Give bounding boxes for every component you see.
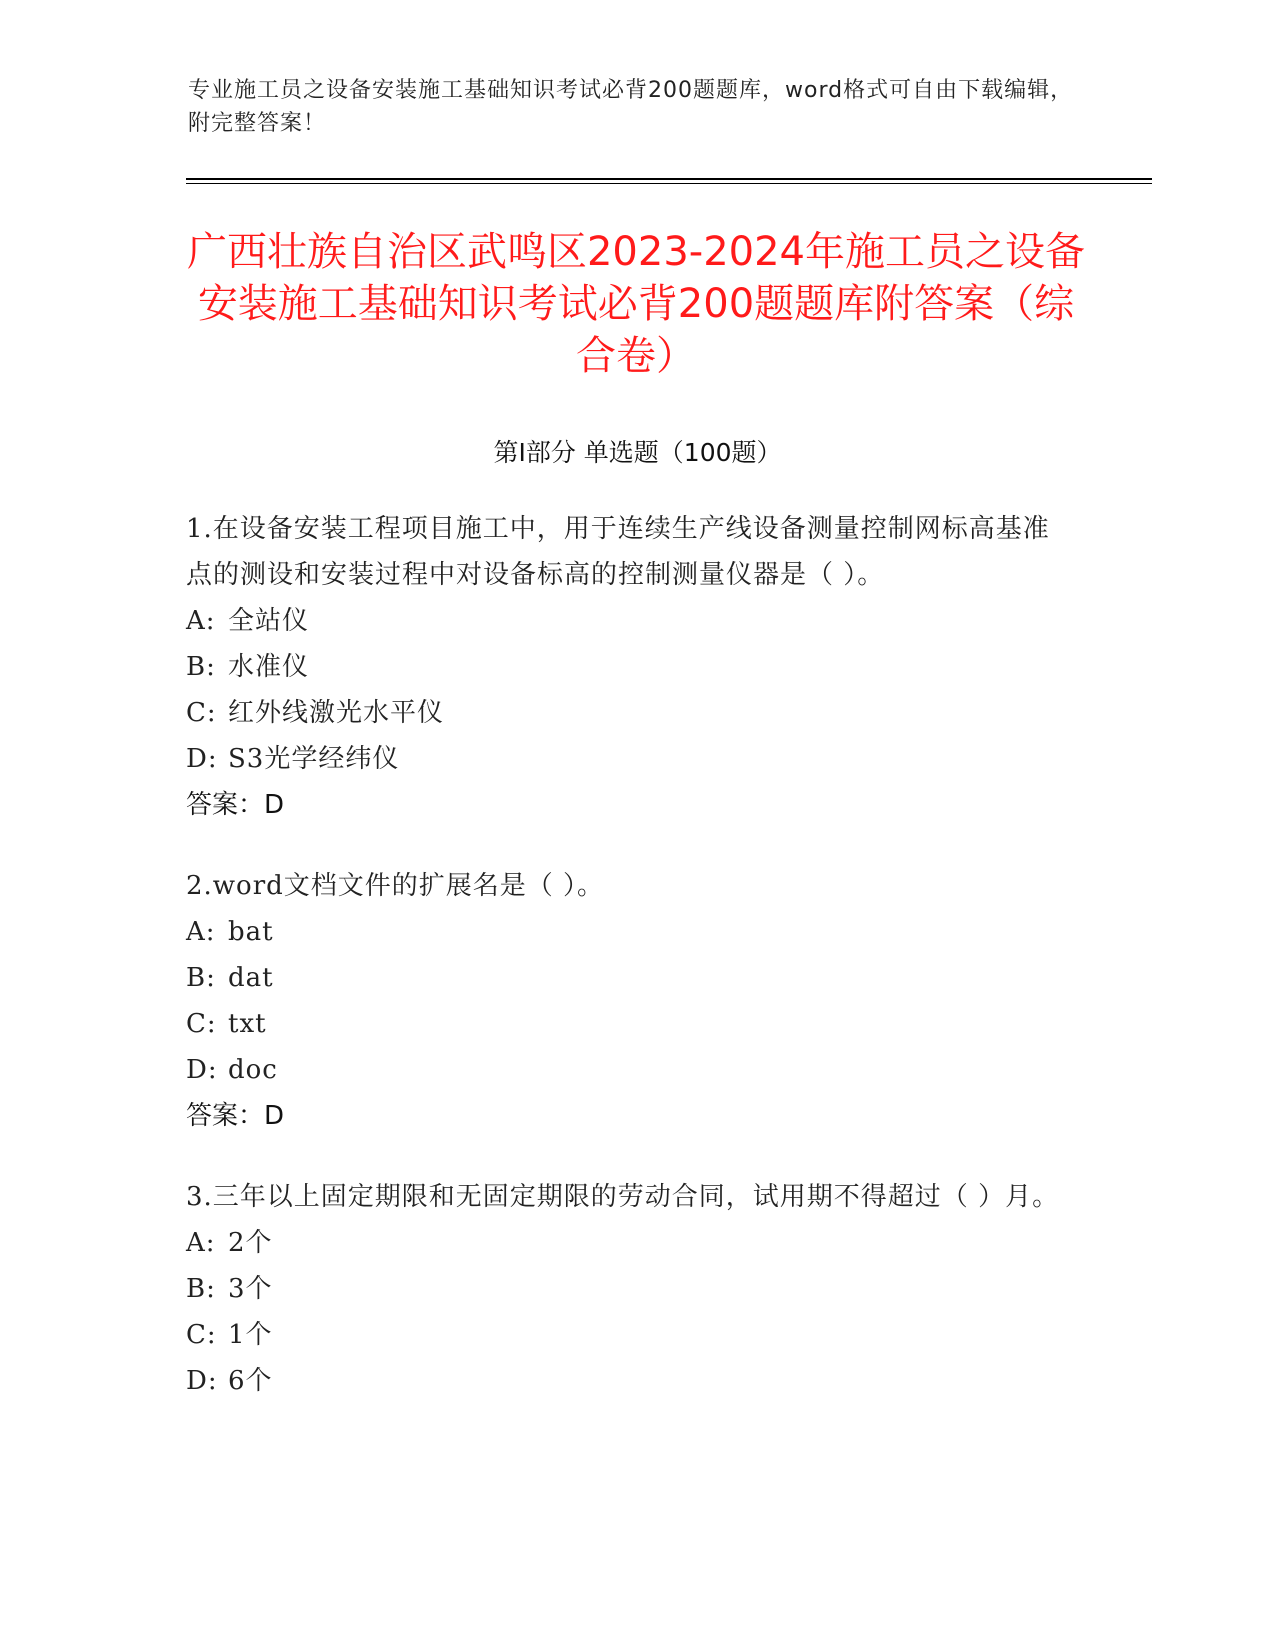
option-c (186, 1312, 1066, 1358)
option-letter: D: (186, 744, 218, 774)
option-text: dat (228, 963, 274, 993)
question-text: 1.在设备安装工程项目施工中，用于连续生产线设备测量控制网标高基准点的测设和安装过程中对设备标高的控制测量仪器是（ ）。 (186, 514, 1050, 590)
question-1 (186, 506, 1066, 828)
option-a (186, 598, 1066, 644)
question-2 (186, 863, 1066, 1139)
header-rule-thin (186, 183, 1152, 184)
option-letter: D: (186, 1055, 218, 1085)
option-text: bat (228, 917, 274, 947)
header-note: 专业施工员之设备安装施工基础知识考试必背200题题库，word格式可自由下载编辑，附完整答案！ (188, 78, 1074, 136)
header-rule-thick (186, 178, 1152, 180)
option-c (186, 1001, 1066, 1047)
answer-line: 答案：D (186, 1101, 285, 1131)
option-a (186, 1220, 1066, 1266)
option-text: 全站仪 (228, 606, 310, 636)
option-d (186, 1358, 1066, 1404)
option-text: doc (228, 1055, 278, 1085)
option-text: S3光学经纬仪 (228, 744, 400, 774)
option-text: 2个 (228, 1228, 273, 1258)
option-letter: B: (186, 652, 216, 682)
option-text: 6个 (228, 1366, 273, 1396)
option-b (186, 1266, 1066, 1312)
option-text: 红外线激光水平仪 (228, 698, 445, 728)
option-letter: C: (186, 698, 217, 728)
option-c (186, 690, 1066, 736)
option-b (186, 644, 1066, 690)
option-letter: C: (186, 1320, 217, 1350)
question-text: 3.三年以上固定期限和无固定期限的劳动合同，试用期不得超过（ ）月。 (186, 1182, 1060, 1212)
option-d (186, 1047, 1066, 1093)
option-letter: A: (186, 917, 216, 947)
option-text: txt (228, 1009, 267, 1039)
option-letter: B: (186, 963, 216, 993)
section-heading: 第I部分 单选题（100题） (493, 438, 782, 467)
option-a (186, 909, 1066, 955)
option-letter: A: (186, 606, 216, 636)
option-letter: D: (186, 1366, 218, 1396)
option-text: 1个 (228, 1320, 273, 1350)
option-letter: B: (186, 1274, 216, 1304)
question-3 (186, 1174, 1066, 1404)
option-letter: A: (186, 1228, 216, 1258)
answer-line: 答案：D (186, 790, 285, 820)
option-text: 水准仪 (228, 652, 310, 682)
question-text: 2.word文档文件的扩展名是（ ）。 (186, 871, 605, 901)
option-d (186, 736, 1066, 782)
option-b (186, 955, 1066, 1001)
document-title: 广西壮族自治区武鸣区2023-2024年施工员之设备安装施工基础知识考试必背200题题库附答案（综合卷） (186, 229, 1086, 379)
option-text: 3个 (228, 1274, 273, 1304)
option-letter: C: (186, 1009, 217, 1039)
